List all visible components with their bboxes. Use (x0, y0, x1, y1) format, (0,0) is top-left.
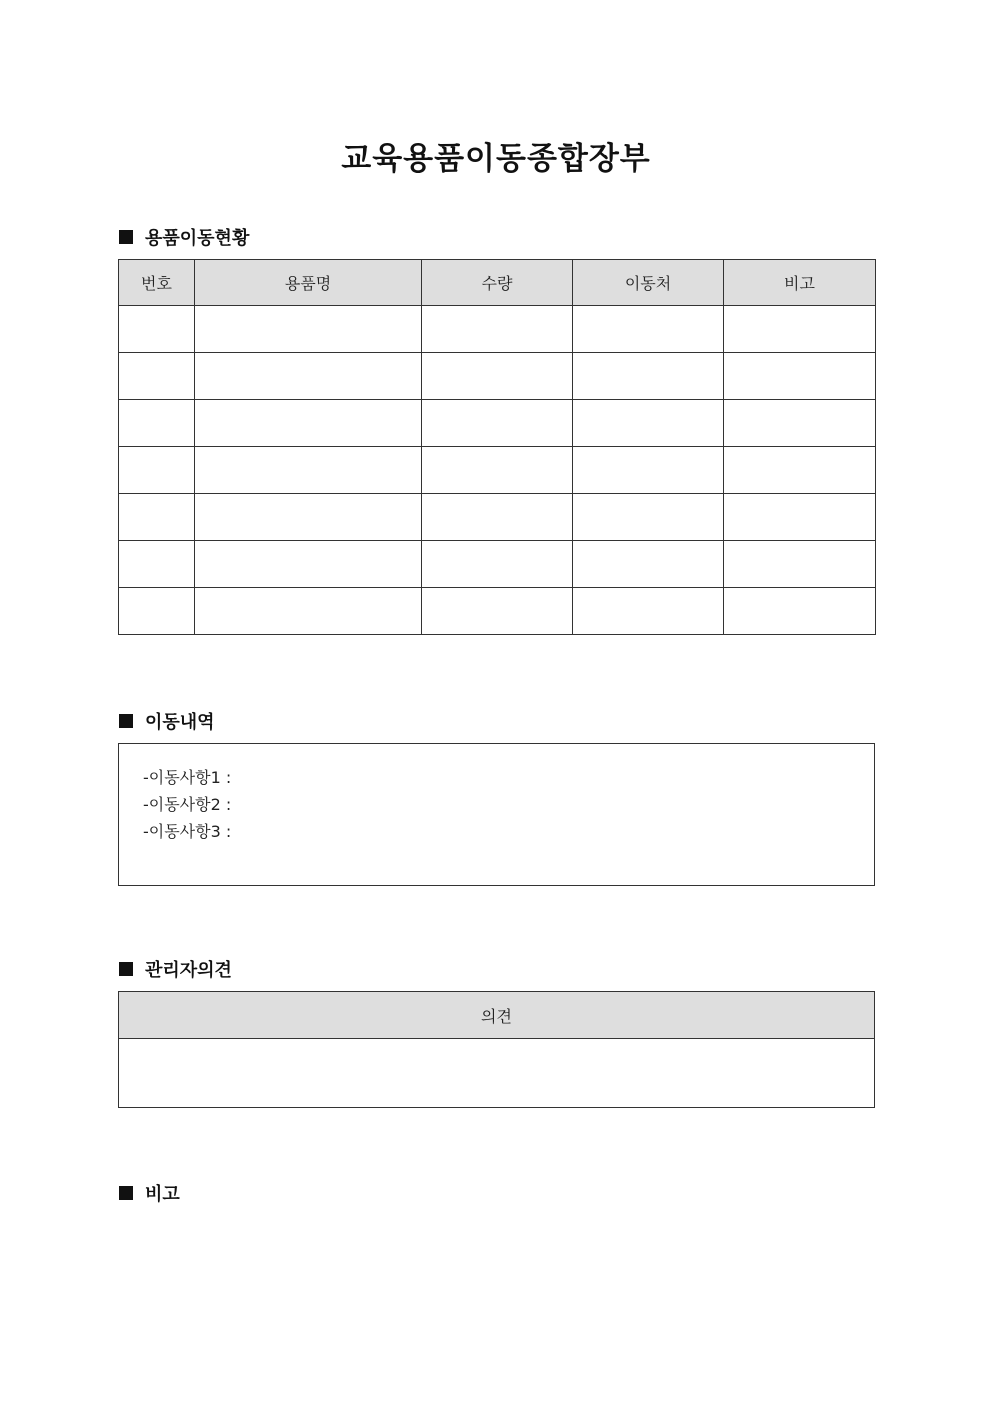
table-cell[interactable] (195, 588, 422, 635)
list-item: -이동사항2 : (143, 795, 232, 814)
table-cell[interactable] (119, 353, 195, 400)
column-header-quantity: 수량 (422, 260, 573, 306)
column-header-item-name: 용품명 (195, 260, 422, 306)
column-header-opinion: 의견 (119, 992, 875, 1039)
table-cell[interactable] (573, 447, 724, 494)
square-bullet-icon (119, 962, 133, 976)
table-row (119, 353, 876, 400)
table-cell[interactable] (195, 494, 422, 541)
table-cell[interactable] (195, 353, 422, 400)
table-row (119, 1039, 875, 1108)
section-heading-label: 용품이동현황 (145, 228, 250, 249)
status-table (118, 259, 876, 635)
movement-list (119, 744, 874, 845)
column-header-remarks: 비고 (724, 260, 876, 306)
table-cell[interactable] (724, 353, 876, 400)
table-row (119, 494, 876, 541)
square-bullet-icon (119, 1186, 133, 1200)
table-cell[interactable] (724, 447, 876, 494)
square-bullet-icon (119, 230, 133, 244)
table-cell[interactable] (119, 588, 195, 635)
table-cell[interactable] (119, 494, 195, 541)
table-cell[interactable] (119, 306, 195, 353)
section-heading-manager-opinion (119, 956, 232, 982)
table-header-row (119, 260, 876, 306)
table-cell[interactable] (195, 541, 422, 588)
table-cell[interactable] (573, 588, 724, 635)
table-cell[interactable] (119, 541, 195, 588)
table-cell[interactable] (724, 400, 876, 447)
table-cell[interactable] (724, 541, 876, 588)
table-cell[interactable] (195, 400, 422, 447)
section-heading-label: 관리자의견 (145, 960, 232, 981)
section-heading-remarks (119, 1180, 180, 1206)
section-heading-label: 비고 (145, 1184, 180, 1205)
table-cell[interactable] (724, 306, 876, 353)
section-heading-movement (119, 708, 215, 734)
table-cell[interactable] (422, 400, 573, 447)
table-row (119, 400, 876, 447)
table-cell[interactable] (422, 588, 573, 635)
table-cell[interactable] (724, 494, 876, 541)
column-header-destination: 이동처 (573, 260, 724, 306)
table-cell[interactable] (422, 353, 573, 400)
section-heading-status (119, 224, 249, 250)
table-row (119, 447, 876, 494)
table-cell[interactable] (422, 541, 573, 588)
movement-details-box[interactable] (118, 743, 875, 886)
table-cell[interactable] (422, 447, 573, 494)
table-cell[interactable] (119, 400, 195, 447)
column-header-number: 번호 (119, 260, 195, 306)
opinion-cell[interactable] (119, 1039, 875, 1108)
table-cell[interactable] (573, 306, 724, 353)
table-cell[interactable] (573, 494, 724, 541)
table-cell[interactable] (724, 588, 876, 635)
section-heading-label: 이동내역 (145, 712, 215, 733)
manager-opinion-table (118, 991, 875, 1108)
list-item: -이동사항3 : (143, 822, 232, 841)
table-cell[interactable] (573, 400, 724, 447)
table-cell[interactable] (195, 306, 422, 353)
table-row (119, 588, 876, 635)
table-row (119, 306, 876, 353)
table-cell[interactable] (422, 306, 573, 353)
square-bullet-icon (119, 714, 133, 728)
table-cell[interactable] (573, 541, 724, 588)
table-cell[interactable] (573, 353, 724, 400)
table-header-row (119, 992, 875, 1039)
table-row (119, 541, 876, 588)
table-cell[interactable] (195, 447, 422, 494)
table-cell[interactable] (119, 447, 195, 494)
document-title: 교육용품이동종합장부 (341, 141, 651, 177)
table-cell[interactable] (422, 494, 573, 541)
list-item: -이동사항1 : (143, 768, 232, 787)
